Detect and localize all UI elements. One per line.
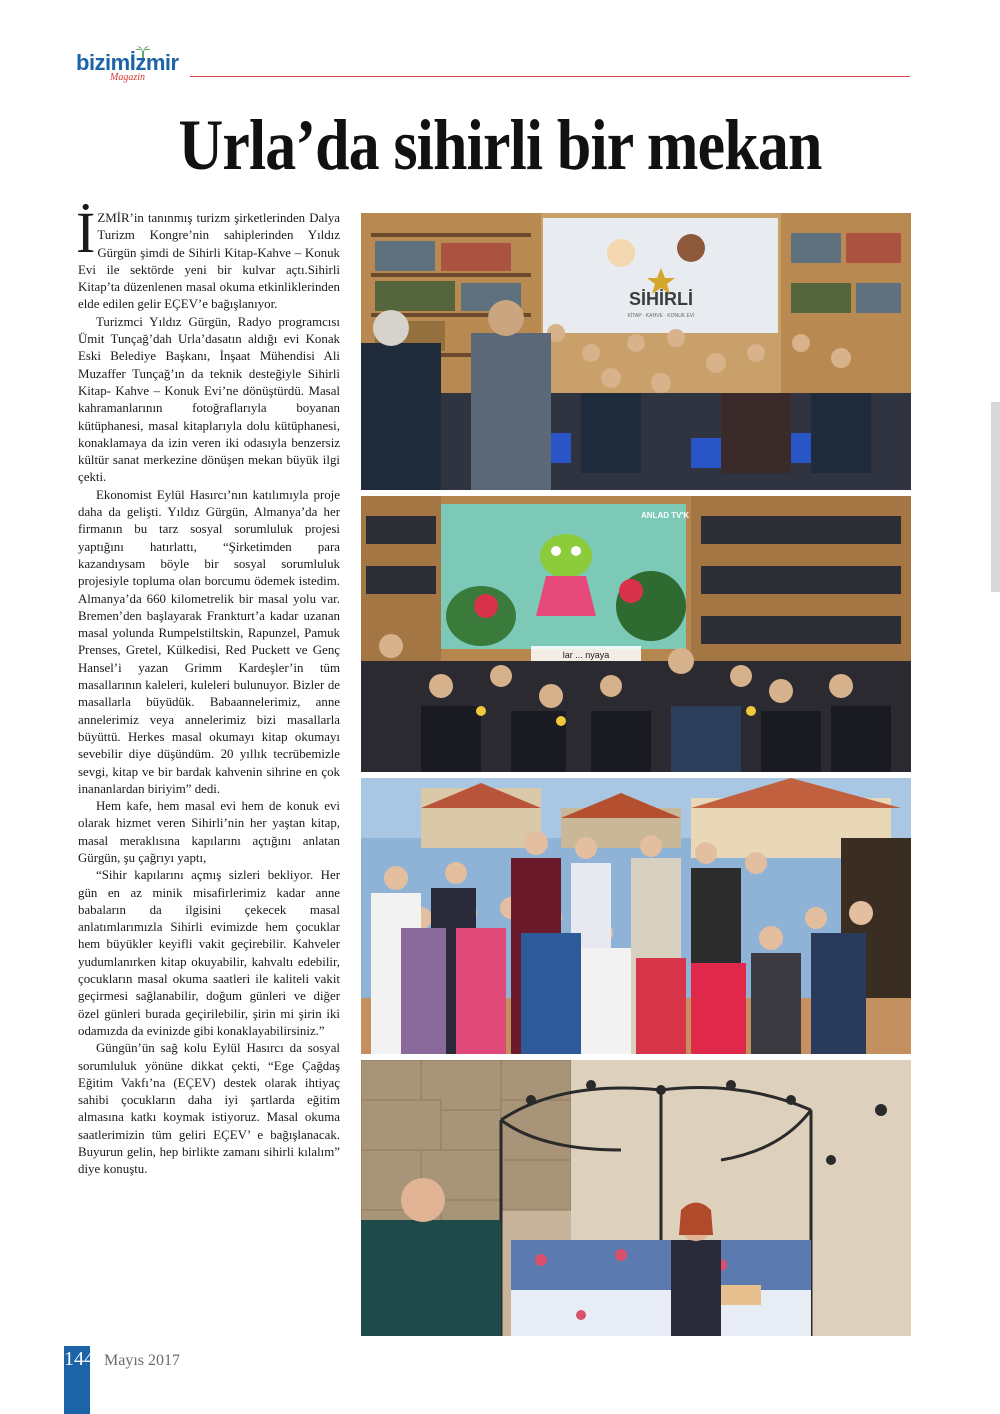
paragraph-2: Turizmci Yıldız Gürgün, Radyo programcısı Ümit Tunçağ’dah Urla’dasatın aldığı evi Konak Eski Belediye Başkanı, İnşaat Mühendisi Ali Muzaffer Tunçağ’ın da teknik desteğiyle Sihirli Kitap- Kahve – Konuk Evi’ne dönüştürdü. Masal kahramanlarının fotoğraflarıyla boyanan kütüphanesi, masal kitaplarıyla dolu kütüphanesi, konaklamaya da izin veren iki odasıyla benzersiz kültür sanat merkezine dönüşen mekan büyük ilgi çekti. [78,314,340,485]
article-title: Urla’da sihirli bir mekan [178,105,822,185]
paragraph-3: Ekonomist Eylül Hasırcı’nın katılımıyla proje daha da gelişti. Yıldız Gürgün, Almanya’da her firmanın bu tarz sosyal sorumluluk projesi yaptığını hatırlattı, “Şirketimden para kazandıysam böyle bir sosyal sorumluluk projesiyle topluma olan borcumu ödemek istedim. Almanya’da 660 kilometrelik bir masal yolu var. Bremen’den başlayarak Frankturt’a kadar uzanan masal yolunda Rumpelstiltskin, Rapunzel, Pamuk Prenses, Gretel, Külkedisi, Red Puckett ve Genç Hansel’i yazan Grimm Kardeşler’in tüm masallarının kaleleri, kuleleri bulunuyor. Bizler de masallarla büyüdük. Babaannelerimiz, anne annelerimiz veya annelerimiz bizi masallarla büyüttü. Herkes masal okumayı kitap okumayı sevebilir diye düşündüm. 20 yıllık tecrübemizle sevgi, kitap ve bir bardak kahvenin sihrine en çok inananlardan biriyim” dedi. [78,487,340,796]
screen-caption: lar ... nyaya [562,650,610,660]
page-number: 144 [64,1348,94,1370]
issue-date: Mayıs 2017 [104,1352,180,1369]
magazine-logo [76,46,206,86]
logo-subtitle: Magazin [110,72,145,83]
article-body [76,200,340,1179]
logo-wordmark: bizimİzmir [76,50,179,75]
photo-guest-bedroom [361,1060,911,1336]
page-edge-tab [991,402,1000,592]
photo-storytime-screen [361,496,911,772]
paragraph-6: Güngün’ün sağ kolu Eylül Hasırcı da sosyal sorumluluk yönüne dikkat çekti, “Ege Çağdaş Eğitim Vakfı’na (EÇEV) destek olarak ihtiyaç sahibi çocukların daha iyi şartlarda eğitim almasına katkı koymak istiyoruz. Masal okuma saatlerimizin tüm geliri EÇEV’ e bağışlanacak. Buyurun gelin, hep birlikte zamanı sihirli kılalım” diye konuştu. [78,1041,340,1177]
drop-cap: İ [76,200,96,265]
header-rule [190,76,910,77]
paragraph-5: “Sihir kapılarını açmış sizleri bekliyor. Her gün en az minik misafirlerimiz kadar anne babaların da ilgisini çekecek masal anlatımlarımızla Sihirli evimizde hem çocuklar hem büyükler keyifli vakit geçirebilir. Kahveler yudumlanırken kitap okuyabilir, kahvaltı edebilir, çocukların masal okuma saatleri ile kaliteli vakit geçirmesi sağlanabilir, doğum günleri ve diğer özel günleri burada geçirilebilir, şirin mi şirin iki odamızda da evinizde gibi konaklayabilirsiniz.” [78,868,340,1038]
paragraph-1: İZMİR’in tanınmış turizm şirketlerinden Dalya Turizm Kongre’nin sahiplerinden Yıldız Gürgün şimdi de Sihirli Kitap-Kahve – Konuk Evi ile sektörde yeni bir kulvar açtı.Sihirli Kitap’ta düzenlenen masal okuma etkinliklerinden elde edilen gelir EÇEV’e bağışlanıyor. [76,200,340,312]
screen-channel-logo: ANLAD TV'K [641,511,690,520]
photo-reading-room [361,213,911,490]
screen-logo-text: SİHİRLİ [628,289,694,309]
paragraph-4: Hem kafe, hem masal evi hem de konuk evi olarak hizmet veren Sihirli’nin her yaştan kitap, masal meraklısına kapılarını açtığını anlatan Gürgün, şu çağrıyı yaptı, [78,799,340,865]
photo-group-terrace [361,778,911,1054]
screen-logo-sub: KİTAP · KAHVE · KONUK EVİ [627,313,695,319]
